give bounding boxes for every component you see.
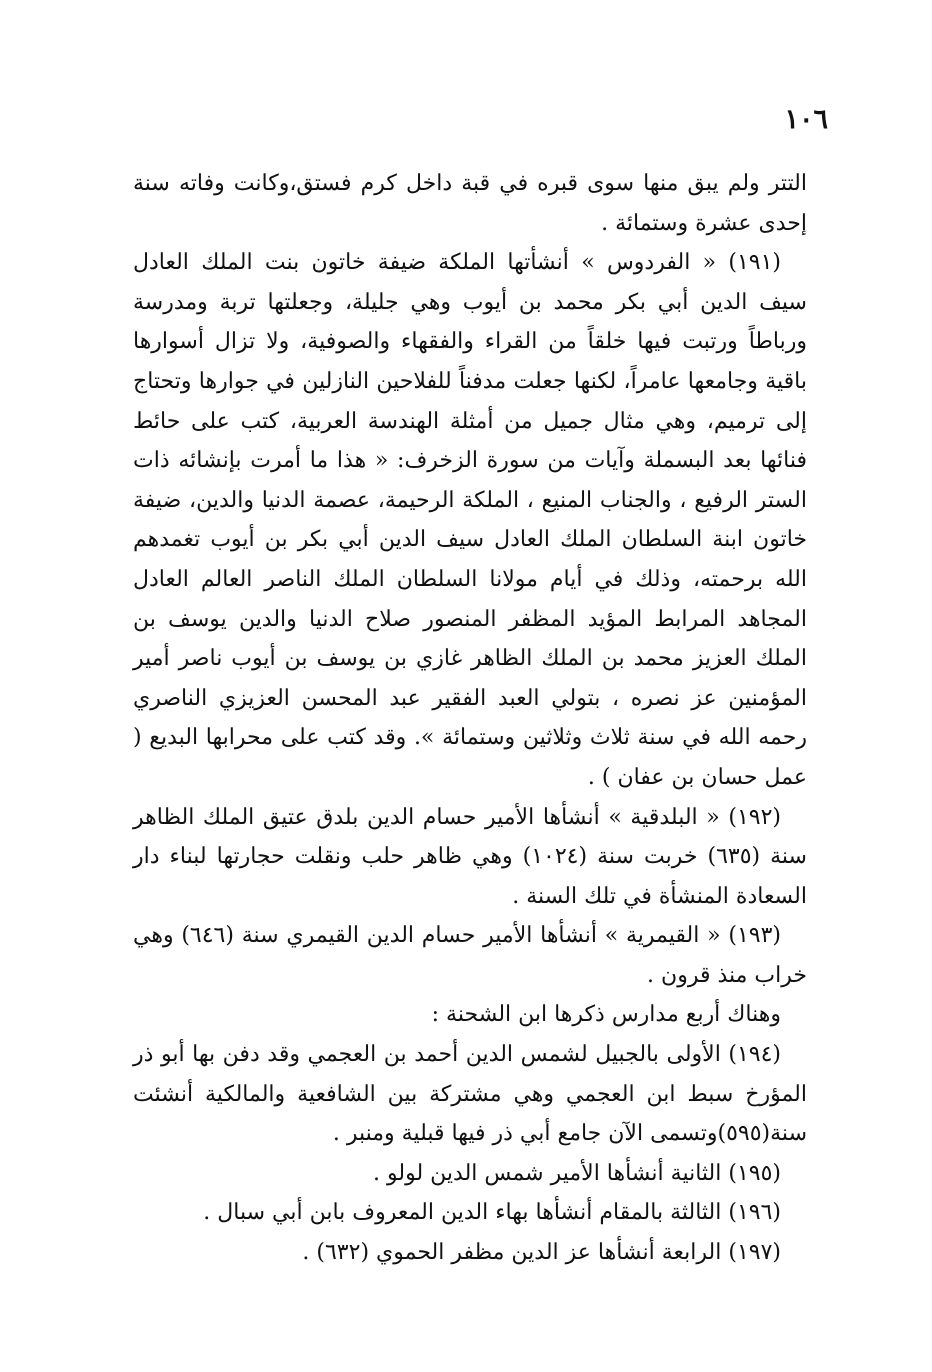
paragraph-four-schools-intro: وهناك أربع مدارس ذكرها ابن الشحنة : (431, 1002, 781, 1028)
paragraph-entry-193: (١٩٣) « القيمرية » أنشأها الأمير حسام الدين القيمري سنة (٦٤٦) وهي خراب منذ قرون . (133, 923, 807, 988)
paragraph-entry-195: (١٩٥) الثانية أنشأها الأمير شمس الدين لولو . (373, 1160, 781, 1186)
paragraph-entry-191: (١٩١) « الفردوس » أنشأتها الملكة ضيفة خاتون بنت الملك العادل سيف الدين أبي بكر محمد بن أيوب وهي جليلة، وجعلتها تربة ومدرسة ورباطاً ورتبت فيها خلقاً من القراء والفقهاء والصوفية، ولا تزال أسوارها باقية وجامعها عامراً، لكنها جعلت مدفناً للفلاحين النازلين في جوارها وتحتاج إلى ترميم، وهي مثال جميل من أمثلة الهندسة العربية، كتب على حائط فنائها بعد البسملة وآيات من سورة الزخرف: « هذا ما أمرت بإنشائه ذات الستر الرفيع ، والجناب المنيع ، الملكة الرحيمة، عصمة الدنيا والدين، ضيفة خاتون ابنة السلطان الملك العادل سيف الدين أبي بكر بن أيوب تغمدهم الله برحمته، وذلك في أيام مولانا السلطان الملك الناصر العالم العادل المجاهد المرابط المؤيد المظفر المنصور صلاح الدنيا والدين يوسف بن الملك العزيز محمد بن الملك الظاهر غازي بن يوسف بن أيوب ناصر أمير المؤمنين عز نصره ، بتولي العبد الفقير عبد المحسن العزيزي الناصري رحمه الله في سنة ثلاث وثلاثين وستمائة ». وقد كتب على محرابها البديع ( عمل حسان بن عفان ) . (133, 250, 807, 790)
paragraph-entry-194: (١٩٤) الأولى بالجبيل لشمس الدين أحمد بن العجمي وقد دفن بها أبو ذر المؤرخ سبط ابن العجمي وهي مشتركة بين الشافعية والمالكية أنشئت سنة(٥٩٥)وتسمى الآن جامع أبي ذر فيها قبلية ومنبر . (133, 1042, 807, 1147)
paragraph-entry-196: (١٩٦) الثالثة بالمقام أنشأها بهاء الدين المعروف بابن أبي سبال . (203, 1200, 781, 1226)
page-body-text (133, 164, 807, 1273)
paragraph-entry-197: (١٩٧) الرابعة أنشأها عز الدين مظفر الحموي (٦٣٢) . (302, 1240, 781, 1266)
paragraph-continuation: التتر ولم يبق منها سوى قبره في قبة داخل كرم فستق،وكانت وفاته سنة إحدى عشرة وستمائة . (133, 171, 807, 236)
paragraph-entry-192: (١٩٢) « البلدقية » أنشأها الأمير حسام الدين بلدق عتيق الملك الظاهر سنة (٦٣٥) خربت سنة (١٠٢٤) وهي ظاهر حلب ونقلت حجارتها لبناء دار السعادة المنشأة في تلك السنة . (133, 804, 807, 909)
page-number: ١٠٦ (784, 104, 828, 135)
